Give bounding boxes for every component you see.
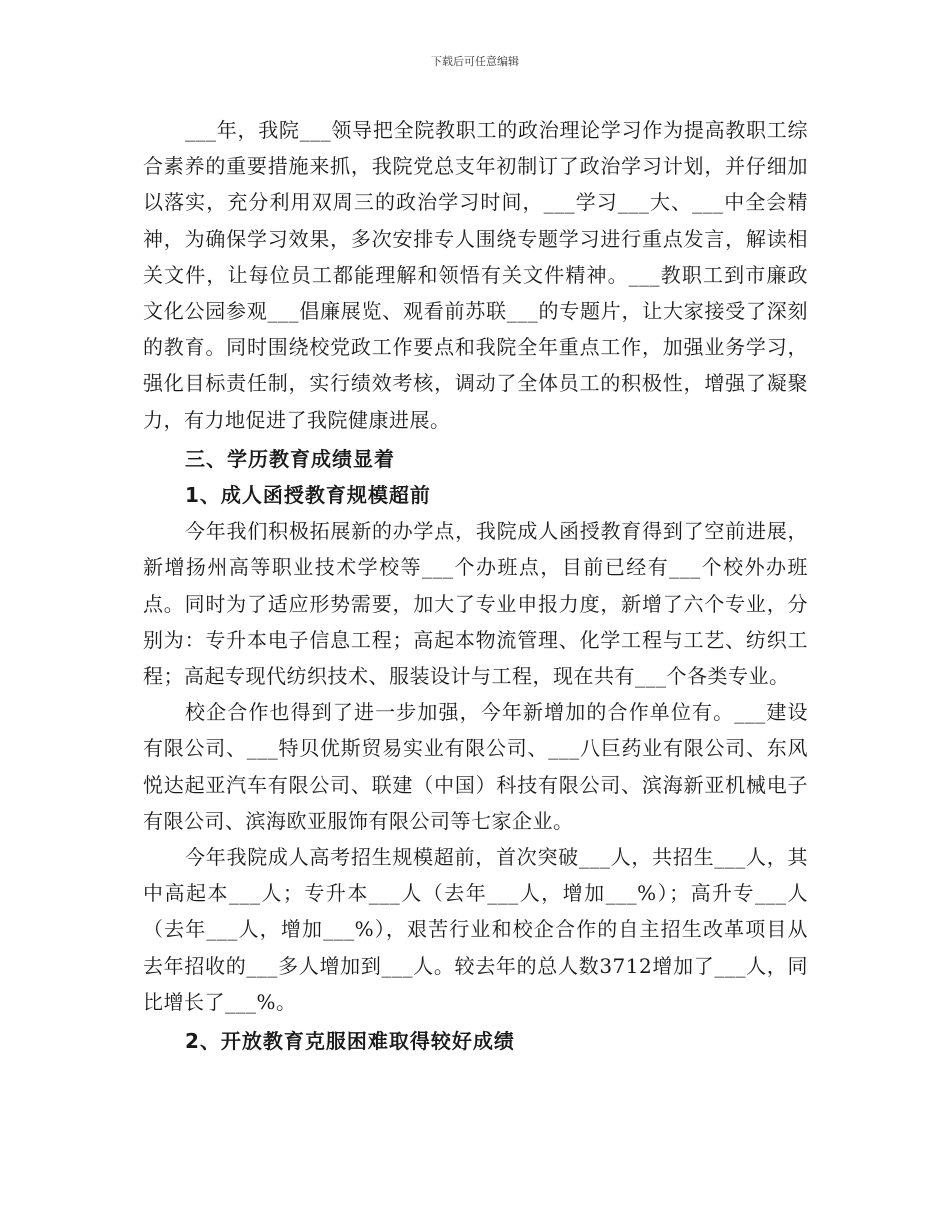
paragraph-enrollment: 今年我院成人高考招生规模超前，首次突破___人，共招生___人，其中高起本___人；专升本___人（去年___人，增加___%）；高升专___人（去年___人，增加___%），艰苦行业和校企合作的自主招生改革项目从去年招收的___多人增加到___人。较去年的总人数3712增加了___人，同比增长了___%。 <box>143 845 808 1014</box>
section-heading-education: 三、学历教育成绩显着 <box>185 446 395 471</box>
paragraph-correspondence: 今年我们积极拓展新的办学点，我院成人函授教育得到了空前进展，新增扬州高等职业技术学校等___个办班点，目前已经有___个校外办班点。同时为了适应形势需要，加大了专业申报力度，新增了六个专业，分别为：专升本电子信息工程；高起本物流管理、化学工程与工艺、纺织工程；高起专现代纺织技术、服装设计与工程，现在共有___个各类专业。 <box>143 519 808 689</box>
document-body <box>143 112 808 1059</box>
paragraph-political-study: ___年，我院___领导把全院教职工的政治理论学习作为提高教职工综合素养的重要措施来抓，我院党总支年初制订了政治学习计划，并仔细加以落实，充分利用双周三的政治学习时间，___学习___大、___中全会精神，为确保学习效果，多次安排专人围绕专题学习进行重点发言，解读相关文件，让每位员工都能理解和领悟有关文件精神。___教职工到市廉政文化公园参观___倡廉展览、观看前苏联___的专题片，让大家接受了深刻的教育。同时围绕校党政工作要点和我院全年重点工作，加强业务学习，强化目标责任制，实行绩效考核，调动了全体员工的积极性，增强了凝聚力，有力地促进了我院健康进展。 <box>143 118 808 432</box>
paragraph-school-enterprise: 校企合作也得到了进一步加强，今年新增加的合作单位有。___建设有限公司、___特贝优斯贸易实业有限公司、___八巨药业有限公司、东风悦达起亚汽车有限公司、联建（中国）科技有限公司、滨海新亚机械电子有限公司、滨海欧亚服饰有限公司等七家企业。 <box>143 700 808 833</box>
subheading-open-education: 2、开放教育克服困难取得较好成绩 <box>185 1029 515 1054</box>
subheading-correspondence: 1、成人函授教育规模超前 <box>185 483 431 508</box>
header-note: 下载后可任意编辑 <box>431 55 519 68</box>
